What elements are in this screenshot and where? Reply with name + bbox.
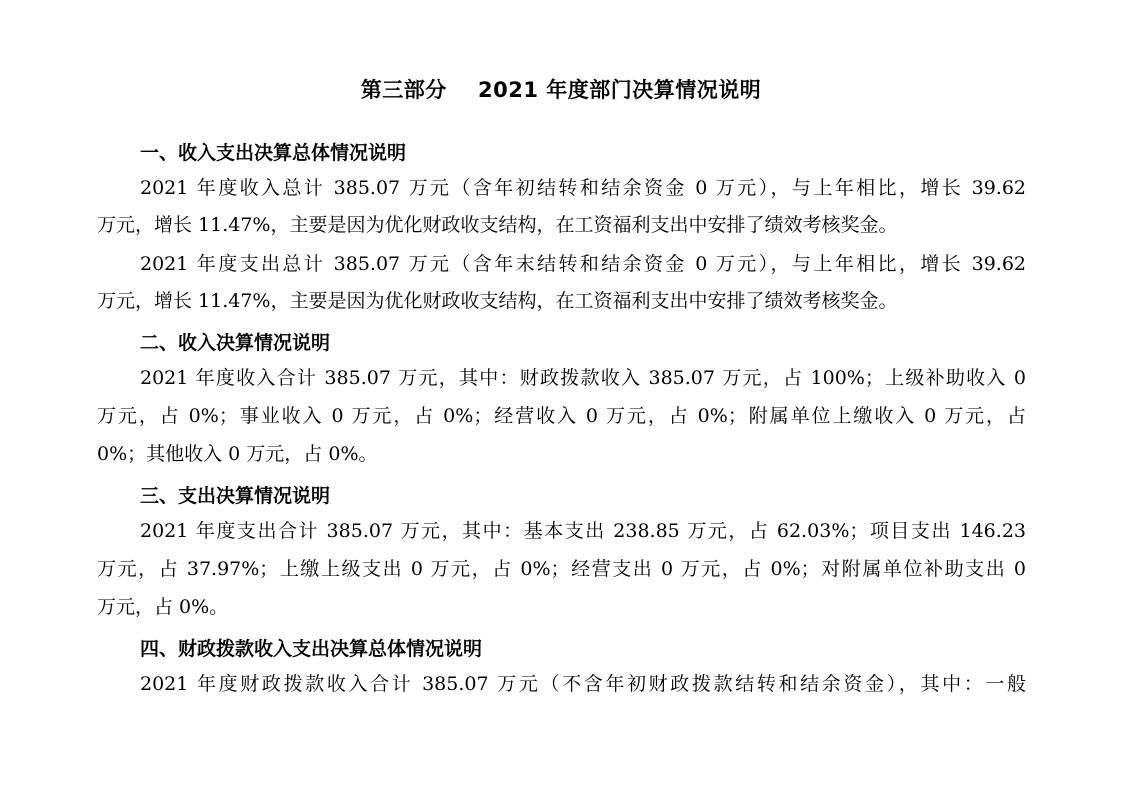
page-title: 第三部分 2021 年度部门决算情况说明	[360, 78, 762, 102]
section-heading-4: 四、财政拨款收入支出决算总体情况说明	[140, 638, 483, 660]
paragraph-line: 2021 年度支出合计 385.07 万元，其中：基本支出 238.85 万元，占 62.03%；项目支出 146.23	[140, 520, 1026, 542]
paragraph-line: 万元，增长 11.47%，主要是因为优化财政收支结构，在工资福利支出中安排了绩效考核奖金。	[97, 214, 898, 236]
paragraph-line: 万元，占 37.97%；上缴上级支出 0 万元，占 0%；经营支出 0 万元，占 0%；对附属单位补助支出 0	[97, 558, 1026, 580]
section-heading-3: 三、支出决算情况说明	[140, 485, 331, 507]
paragraph-line: 万元，占 0%。	[97, 596, 229, 618]
paragraph-line: 万元，增长 11.47%，主要是因为优化财政收支结构，在工资福利支出中安排了绩效考核奖金。	[97, 290, 898, 312]
paragraph-line: 2021 年度财政拨款收入合计 385.07 万元（不含年初财政拨款结转和结余资金），其中：一般	[140, 673, 1026, 695]
section-heading-2: 二、收入决算情况说明	[140, 332, 331, 354]
paragraph-line: 2021 年度支出总计 385.07 万元（含年末结转和结余资金 0 万元），与上年相比，增长 39.62	[140, 253, 1026, 275]
paragraph-line: 2021 年度收入合计 385.07 万元，其中：财政拨款收入 385.07 万元，占 100%；上级补助收入 0	[140, 367, 1026, 389]
paragraph-line: 0%；其他收入 0 万元，占 0%。	[97, 443, 378, 465]
paragraph-line: 2021 年度收入总计 385.07 万元（含年初结转和结余资金 0 万元），与上年相比，增长 39.62	[140, 177, 1026, 199]
paragraph-line: 万元，占 0%；事业收入 0 万元，占 0%；经营收入 0 万元，占 0%；附属单位上缴收入 0 万元，占	[97, 405, 1026, 427]
section-heading-1: 一、收入支出决算总体情况说明	[140, 142, 407, 164]
